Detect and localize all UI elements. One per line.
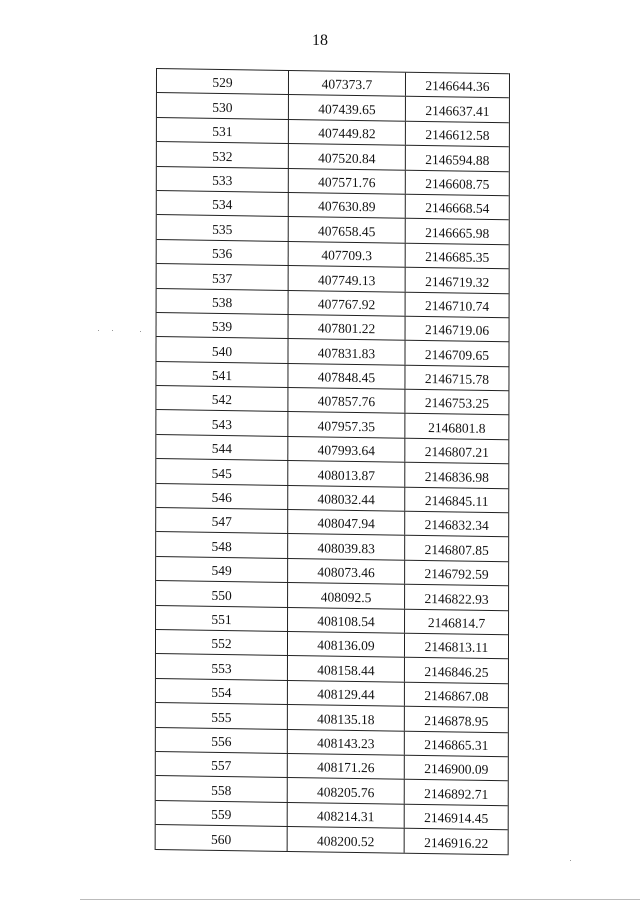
point-number-cell: 552 xyxy=(156,630,288,655)
x-coordinate-cell: 408013.87 xyxy=(288,461,405,486)
table-row xyxy=(156,825,508,855)
y-coordinate-cell: 2146807.21 xyxy=(424,444,489,461)
point-number-cell: 542 xyxy=(156,386,288,411)
point-number-cell: 529 xyxy=(157,69,289,94)
point-number-cell: 537 xyxy=(157,264,289,289)
point-number-cell: 530 xyxy=(157,93,289,118)
x-coordinate-cell: 407520.84 xyxy=(289,144,406,169)
y-coordinate-cell: 2146715.78 xyxy=(424,371,490,388)
point-number-cell: 546 xyxy=(156,484,288,509)
x-coordinate-cell: 408200.52 xyxy=(288,827,405,852)
x-coordinate-cell: 407373.7 xyxy=(289,71,406,96)
scan-speck xyxy=(98,330,99,331)
point-number-cell: 559 xyxy=(156,801,288,826)
point-number-cell: 553 xyxy=(156,654,288,679)
point-number-cell: 532 xyxy=(157,142,289,167)
point-number-cell: 555 xyxy=(156,703,288,728)
point-number-cell: 556 xyxy=(156,728,288,753)
point-number-cell: 531 xyxy=(157,118,289,143)
x-coordinate-cell: 407630.89 xyxy=(289,193,406,218)
y-coordinate-cell: 2146792.59 xyxy=(424,566,489,583)
point-number-cell: 554 xyxy=(156,679,288,704)
scan-edge xyxy=(80,899,640,900)
x-coordinate-cell: 407848.45 xyxy=(288,364,405,389)
scan-speck xyxy=(570,860,571,861)
y-coordinate-cell: 2146668.54 xyxy=(425,200,490,217)
x-coordinate-cell: 407993.64 xyxy=(288,437,405,462)
point-number-cell: 543 xyxy=(156,410,288,435)
point-number-cell: 533 xyxy=(157,167,289,192)
x-coordinate-cell: 408039.83 xyxy=(288,534,405,559)
y-coordinate-cell: 2146814.7 xyxy=(427,615,486,631)
point-number-cell: 535 xyxy=(157,215,289,240)
x-coordinate-cell: 407767.92 xyxy=(289,290,406,315)
x-coordinate-cell: 407857.76 xyxy=(288,388,405,413)
x-coordinate-cell: 407571.76 xyxy=(289,169,406,194)
y-coordinate-cell: 2146867.08 xyxy=(424,688,489,705)
coordinates-table xyxy=(155,68,510,855)
y-coordinate-cell: 2146685.35 xyxy=(425,249,490,266)
y-coordinate-cell: 2146878.95 xyxy=(424,712,489,729)
point-number-cell: 558 xyxy=(156,776,288,801)
x-coordinate-cell: 408136.09 xyxy=(288,632,405,657)
point-number-cell: 538 xyxy=(157,289,289,314)
point-number-cell: 551 xyxy=(156,606,288,631)
y-coordinate-cell: 2146644.36 xyxy=(425,78,490,95)
x-coordinate-cell: 407709.3 xyxy=(289,242,406,267)
y-coordinate-cell: 2146612.58 xyxy=(425,127,490,144)
x-coordinate-cell: 407801.22 xyxy=(289,315,406,340)
point-number-cell: 540 xyxy=(156,337,288,362)
x-coordinate-cell: 407749.13 xyxy=(289,266,406,291)
page-number: 18 xyxy=(312,32,328,49)
x-coordinate-cell: 408135.18 xyxy=(288,705,405,730)
x-coordinate-cell: 408032.44 xyxy=(288,486,405,511)
y-coordinate-cell: 2146832.34 xyxy=(424,517,489,534)
x-coordinate-cell: 407439.65 xyxy=(289,95,406,120)
point-number-cell: 560 xyxy=(156,825,288,850)
x-coordinate-cell: 408092.5 xyxy=(288,583,405,608)
scan-speck xyxy=(140,331,141,332)
point-number-cell: 545 xyxy=(156,459,288,484)
y-coordinate-cell: 2146637.41 xyxy=(425,102,490,119)
y-coordinate-cell: 2146900.09 xyxy=(424,761,489,778)
y-coordinate-cell: 2146916.22 xyxy=(424,834,489,851)
y-coordinate-cell: 2146753.25 xyxy=(424,395,489,412)
x-coordinate-cell: 407449.82 xyxy=(289,120,406,145)
y-coordinate-cell: 2146710.74 xyxy=(425,297,490,314)
y-coordinate-cell: 2146892.71 xyxy=(424,785,489,802)
point-number-cell: 534 xyxy=(157,191,289,216)
y-coordinate-cell: 2146822.93 xyxy=(424,590,489,607)
x-coordinate-cell: 408158.44 xyxy=(288,656,405,681)
y-coordinate-cell: 2146836.98 xyxy=(424,468,489,485)
point-number-cell: 550 xyxy=(156,581,288,606)
y-coordinate-cell: 2146665.98 xyxy=(425,224,490,241)
point-number-cell: 547 xyxy=(156,508,288,533)
y-coordinate-cell: 2146846.25 xyxy=(424,663,489,680)
y-coordinate-cell: 2146594.88 xyxy=(425,151,490,168)
point-number-cell: 541 xyxy=(156,362,288,387)
point-number-cell: 536 xyxy=(157,240,289,265)
scan-speck xyxy=(112,330,113,331)
y-coordinate-cell: 2146719.32 xyxy=(425,273,490,290)
y-coordinate-cell: 2146719.06 xyxy=(424,322,490,339)
x-coordinate-cell: 408205.76 xyxy=(288,778,405,803)
point-number-cell: 544 xyxy=(156,435,288,460)
x-coordinate-cell: 408073.46 xyxy=(288,559,405,584)
x-coordinate-cell: 408047.94 xyxy=(288,510,405,535)
x-coordinate-cell: 408143.23 xyxy=(288,730,405,755)
x-coordinate-cell: 407957.35 xyxy=(288,412,405,437)
x-coordinate-cell: 407658.45 xyxy=(289,217,406,242)
x-coordinate-cell: 408171.26 xyxy=(288,754,405,779)
point-number-cell: 548 xyxy=(156,532,288,557)
x-coordinate-cell: 407831.83 xyxy=(288,339,405,364)
y-coordinate-cell: 2146807.85 xyxy=(424,541,489,558)
y-coordinate-cell: 2146801.8 xyxy=(428,419,486,436)
y-coordinate-cell: 2146845.11 xyxy=(424,493,489,509)
x-coordinate-cell: 408214.31 xyxy=(288,803,405,828)
y-coordinate-cell: 2146865.31 xyxy=(424,736,489,753)
x-coordinate-cell: 408129.44 xyxy=(288,681,405,706)
point-number-cell: 539 xyxy=(157,313,289,338)
y-coordinate-cell: 2146608.75 xyxy=(425,175,490,192)
y-coordinate-cell: 2146914.45 xyxy=(424,810,489,827)
y-coordinate-cell: 2146813.11 xyxy=(424,639,489,656)
point-number-cell: 557 xyxy=(156,752,288,777)
y-coordinate-cell: 2146709.65 xyxy=(424,346,490,363)
point-number-cell: 549 xyxy=(156,557,288,582)
x-coordinate-cell: 408108.54 xyxy=(288,608,405,633)
